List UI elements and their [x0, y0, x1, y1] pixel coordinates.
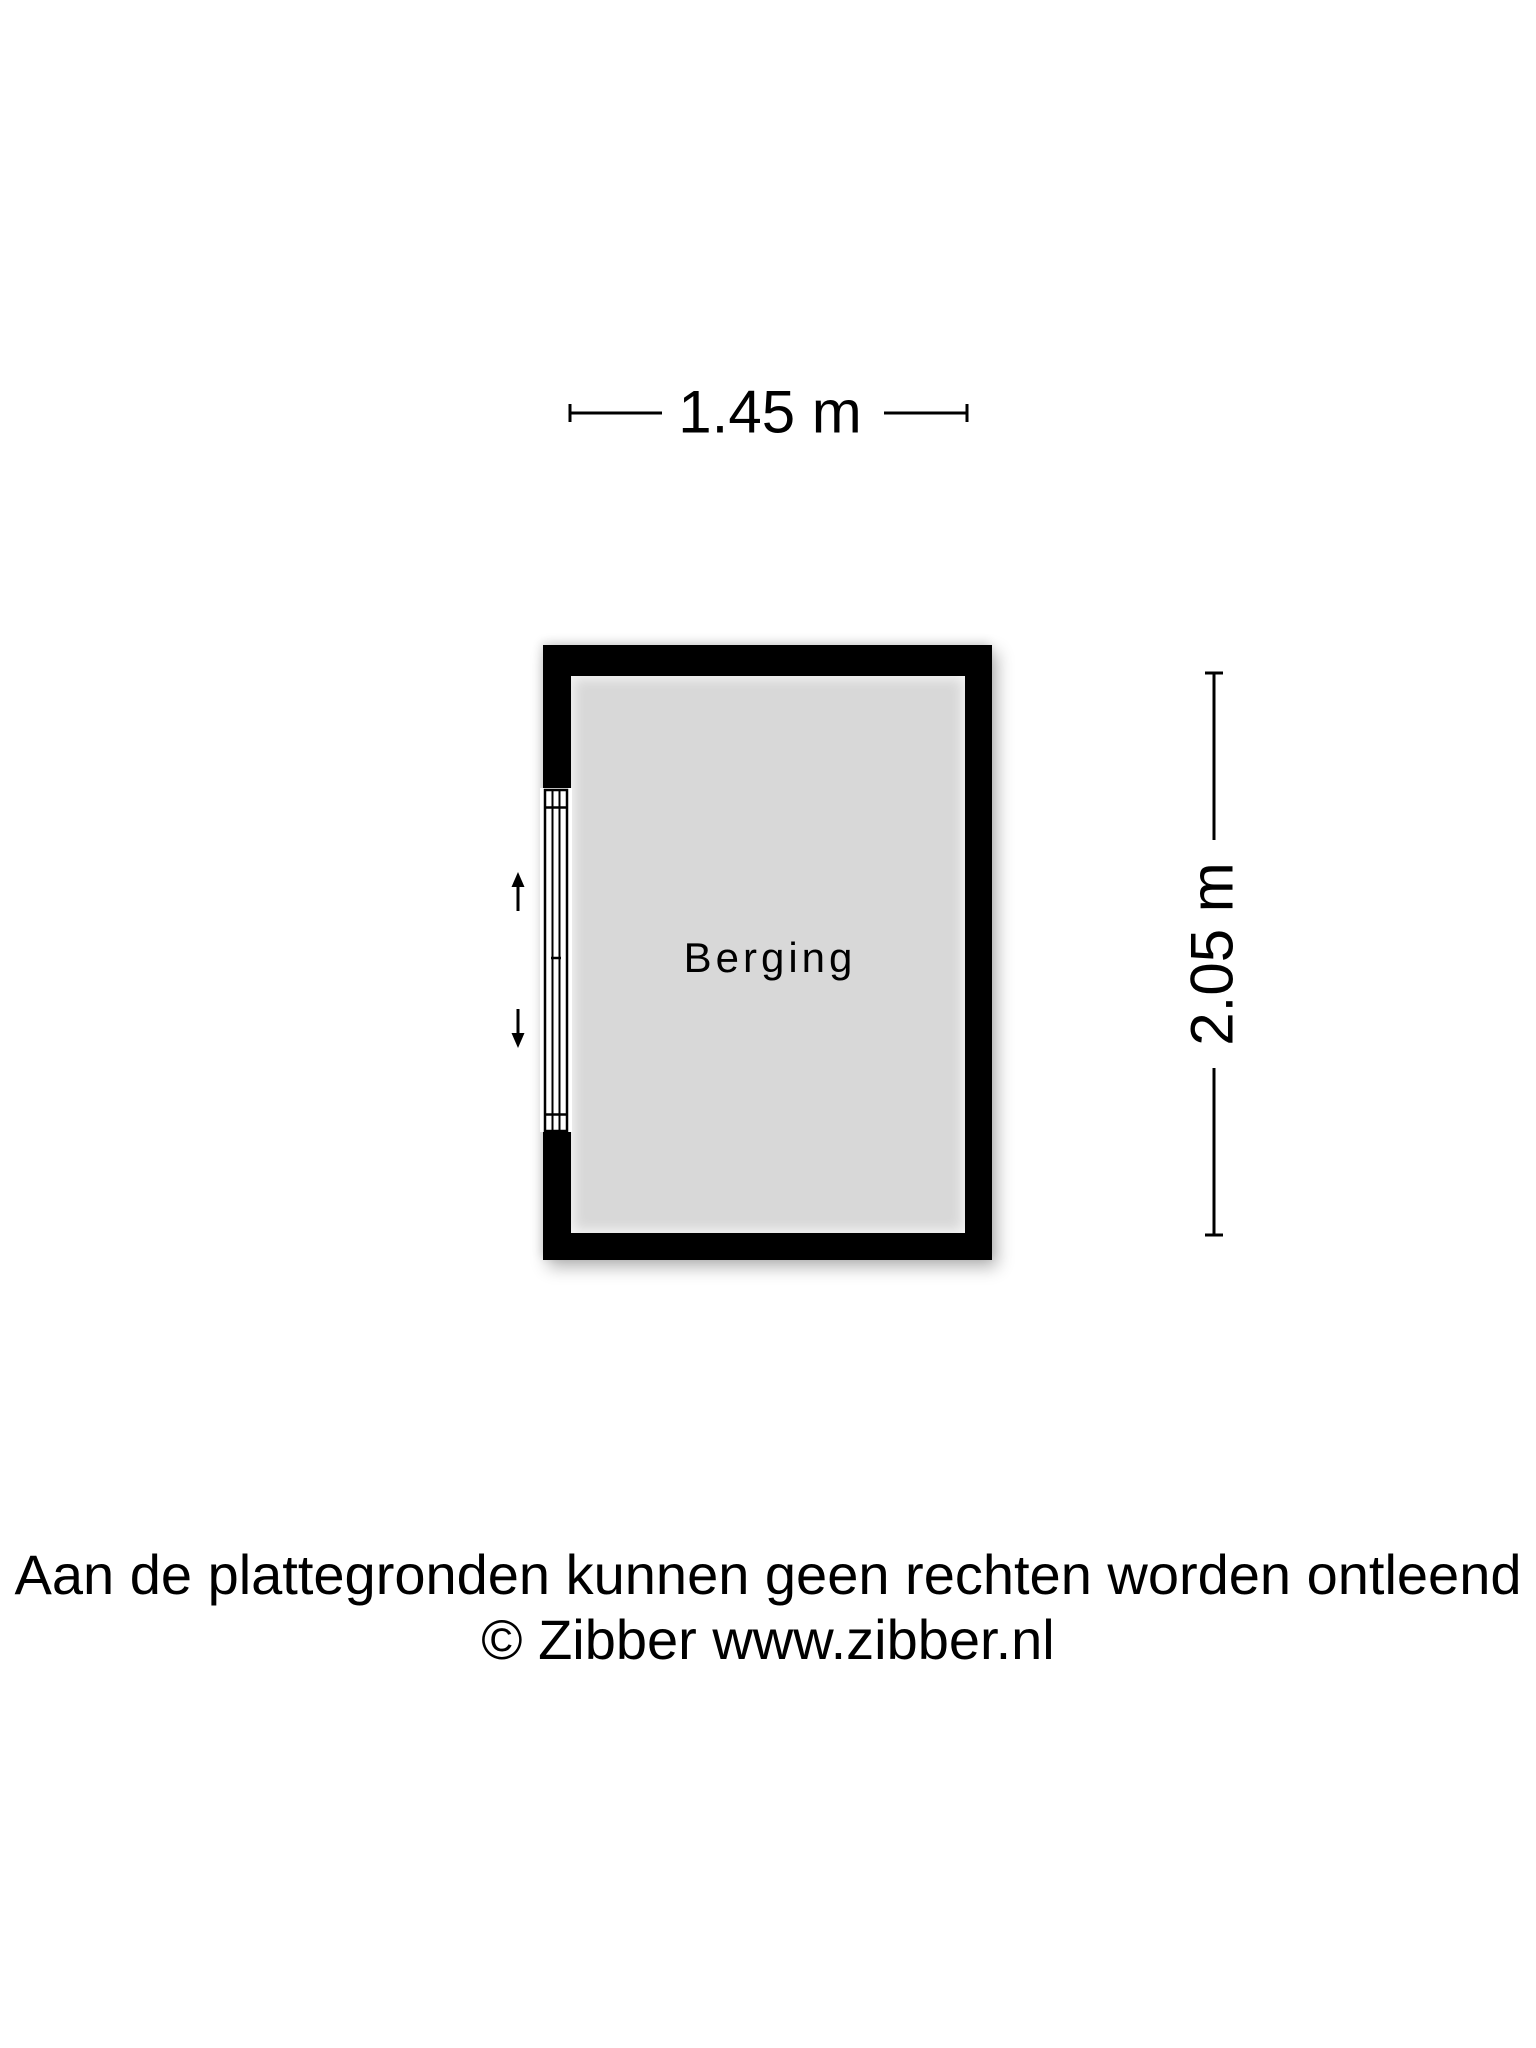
- sliding-door: [540, 788, 572, 1132]
- arrow-down-icon: [512, 1009, 525, 1048]
- room-label: Berging: [683, 934, 857, 981]
- door-slide-arrows: [512, 872, 525, 1048]
- height-dimension-label: 2.05 m: [1178, 862, 1246, 1046]
- footer-copyright: © Zibber www.zibber.nl: [481, 1608, 1055, 1671]
- footer-disclaimer: Aan de plattegronden kunnen geen rechten worden ontleend: [14, 1543, 1522, 1606]
- arrow-up-icon: [512, 872, 525, 911]
- width-dimension-label: 1.45 m: [678, 378, 862, 446]
